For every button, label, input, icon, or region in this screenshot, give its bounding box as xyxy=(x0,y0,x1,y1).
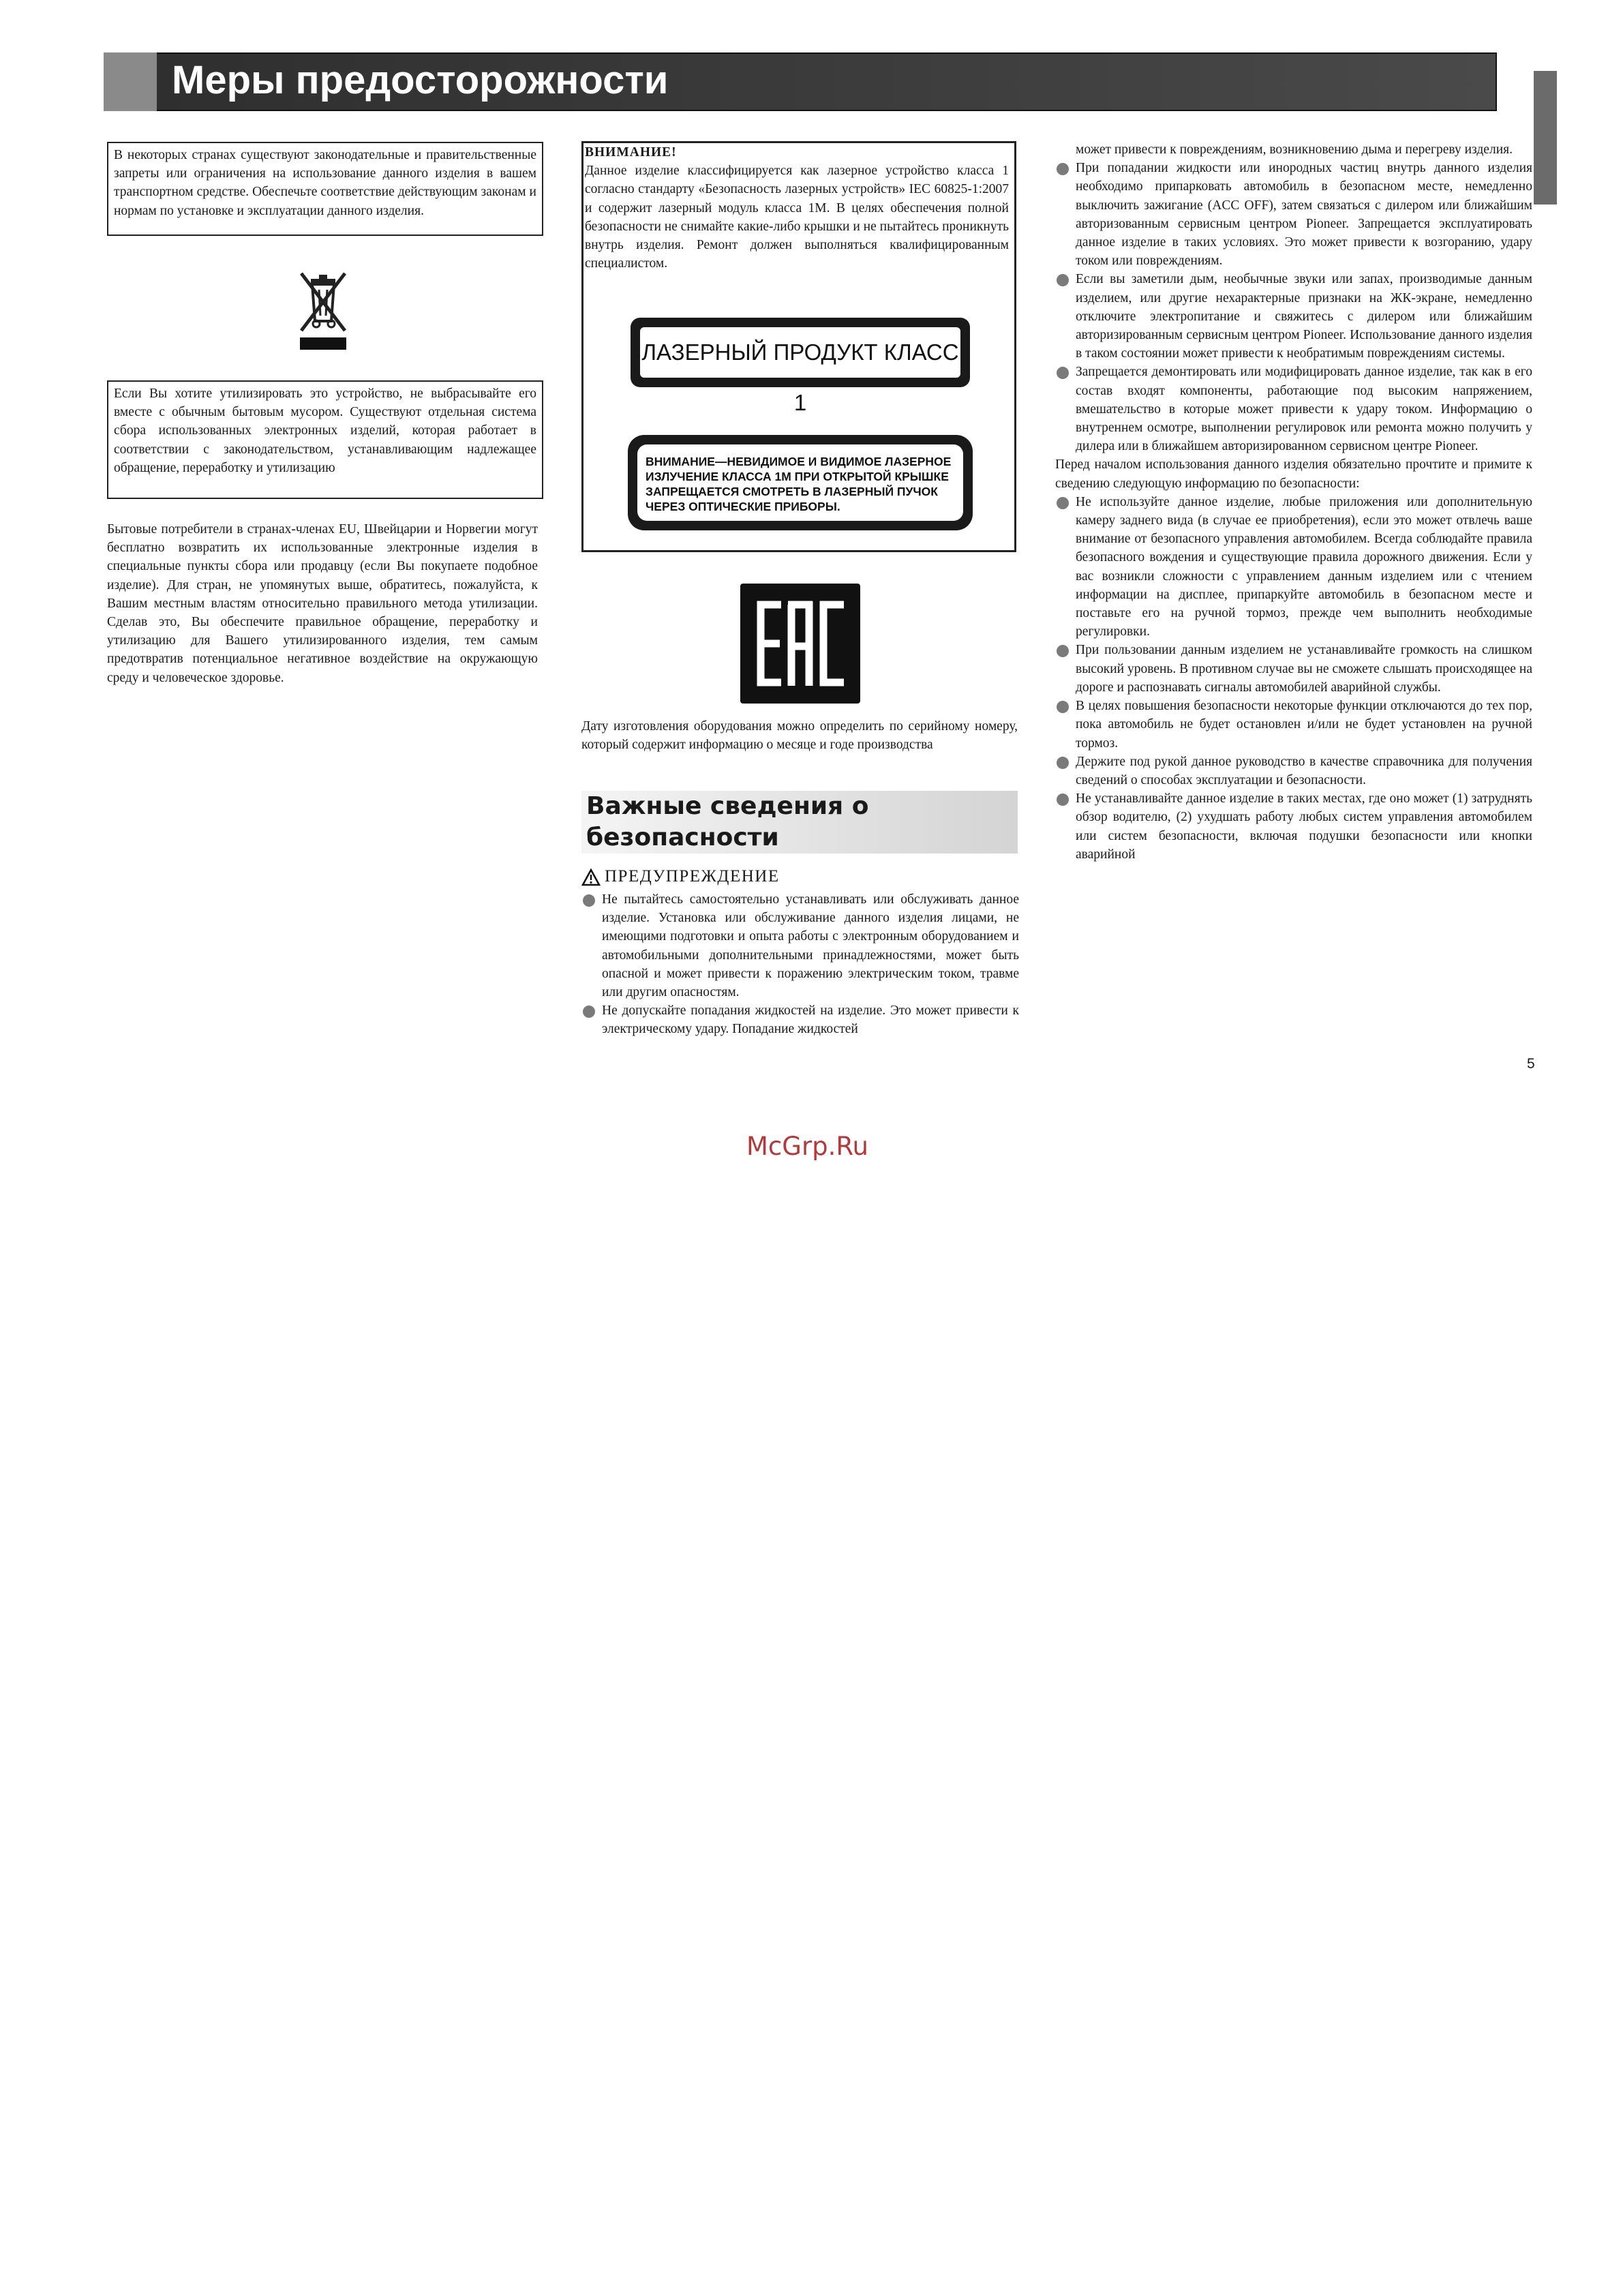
bullet-dot-icon xyxy=(1057,794,1069,806)
list-item: Не допускайте попадания жидкостей на изделие. Это может привести к электрическому удару. Попадание жидкостей xyxy=(581,1001,1019,1038)
recycle-notice-box xyxy=(107,380,543,499)
safety-section-heading xyxy=(586,791,868,854)
caution-list xyxy=(581,890,1019,1039)
laser-warning-content xyxy=(585,143,1009,273)
safety-heading-line: безопасности xyxy=(586,824,779,851)
recycle-notice-text: Если Вы хотите утилизировать это устройство, не выбрасывайте его вместе с обычным бытовым мусором. Существуют отдельная система сбора использованных электронных изделий, которая работает в соответствии с законодательством, устанавливающим надлежащее обращение, переработку и утилизацию xyxy=(114,387,536,475)
safety-intro-text: Перед началом использования данного изделия обязательно прочтите и примите к сведению следующую информацию по безопасности: xyxy=(1055,457,1532,491)
laser-caution-line: ЗАПРЕЩАЕТСЯ СМОТРЕТЬ В ЛАЗЕРНЫЙ ПУЧОК xyxy=(646,485,938,498)
list-item: При пользовании данным изделием не устанавливайте громкость на слишком высокий уровень. В противном случае вы не сможете слышать происходящее на дороге и распознавать сигналы автомобилей аварийной службы. xyxy=(1055,641,1532,697)
list-item: Запрещается демонтировать или модифицировать данное изделие, так как в его состав входят компоненты, работающие под высоким напряжением, вмешательство в которые может привести к удару током. Информацию о внутреннем осмотре, выполнении регулировок или ремонта можно получить у дилера или в ближайшем авторизированном сервисном центре Pioneer. xyxy=(1055,363,1532,455)
bullet-dot-icon xyxy=(1057,757,1069,769)
right-column-text xyxy=(1055,140,1532,864)
consumer-disposal-text xyxy=(107,520,538,687)
bullet-dot-icon xyxy=(583,894,595,907)
section-tab-marker xyxy=(1534,71,1557,205)
bullet-dot-icon xyxy=(1057,645,1069,657)
laser-caution-line: ЧЕРЕЗ ОПТИЧЕСКИЕ ПРИБОРЫ. xyxy=(646,500,840,513)
bullet-dot-icon xyxy=(1057,274,1069,286)
list-item: Если вы заметили дым, необычные звуки или запах, производимые данным изделием, или другие нехарактерные признаки на ЖК-экране, немедленно отключите электропитание и свяжитесь с дилером или ближайшим авторизированным сервисным центром Pioneer. Использование данного изделия в таком состоянии может привести к необратимым повреждениям системы. xyxy=(1055,270,1532,363)
laser-caution-line: ИЗЛУЧЕНИЕ КЛАССА 1M ПРИ ОТКРЫТОЙ КРЫШКЕ xyxy=(646,470,949,483)
bullet-dot-icon xyxy=(1057,497,1069,509)
site-watermark[interactable]: McGrp.Ru xyxy=(746,1132,868,1161)
laser-warning-text: Данное изделие классифицируется как лазерное устройство класса 1 согласно стандарту «Безопасность лазерных устройств» IEC 60825-1:2007 и содержит лазерный модуль класса 1M. В целях обеспечения полной безопасности не снимайте какие-либо крышки и не пытайтесь проникнуть внутрь изделия. Ремонт должен выполняться квалифицированным специалистом. xyxy=(585,164,1010,271)
list-item: Держите под рукой данное руководство в качестве справочника для получения сведений о способах эксплуатации и безопасности. xyxy=(1055,753,1532,789)
consumer-disposal-paragraph: Бытовые потребители в странах-членах EU, Швейцарии и Норвегии могут бесплатно возвратить их использованные электронные изделия в специальные пункты сбора или продавцу (если Вы покупаете подобное изделие). Для стран, не упомянутых выше, обратитесь, пожалуйста, к Вашим местным властям относительно правильного метода утилизации. Сделав это, Вы обеспечите правильное обращение, переработку и утилизацию для Вашего утилизированного изделия, тем самым предотвратив потенциальное негативное воздействие на окружающую среду и человеческое здоровье. xyxy=(107,522,538,685)
header-accent-block xyxy=(104,52,157,111)
laser-caution-label-text xyxy=(637,444,963,521)
list-item: Не устанавливайте данное изделие в таких местах, где оно может (1) затруднять обзор водителю, (2) ухудшать работу любых систем управления автомобилем или систем безопасности, включая подушки безопасности или кнопки аварийной xyxy=(1055,789,1532,864)
manufacture-date-paragraph: Дату изготовления оборудования можно определить по серийному номеру, который содержит информацию о месяце и годе производства xyxy=(581,719,1018,753)
page-number: 5 xyxy=(1527,1056,1535,1072)
list-item: Не пытайтесь самостоятельно устанавливать или обслуживать данное изделие. Установка или обслуживание данного изделия лицами, не имеющими подготовки и опыта работы с электронным оборудованием и автомобильными дополнительными принадлежностями, может быть опасной и может привести к поражению электрическим током, травме или другим опасностям. xyxy=(581,890,1019,1001)
laser-warning-title: ВНИМАНИЕ! xyxy=(585,145,677,160)
caution-title: ПРЕДУПРЕЖДЕНИЕ xyxy=(605,867,780,886)
laser-caution-line: ВНИМАНИЕ—НЕВИДИМОЕ И ВИДИМОЕ ЛАЗЕРНОЕ xyxy=(646,455,952,468)
legal-notice-box xyxy=(107,142,543,236)
bullet-dot-icon xyxy=(1057,367,1069,379)
bullet-dot-icon xyxy=(1057,163,1069,175)
legal-notice-text: В некоторых странах существуют законодательные и правительственные запреты или ограничения на использование данного изделия в вашем транспортном средстве. Обеспечьте соответствие действующим законам и нормам по установке и эксплуатации данного изделия. xyxy=(114,148,536,218)
eac-logo-icon xyxy=(740,584,860,704)
bullet-dot-icon xyxy=(1057,701,1069,713)
eac-mark-text: EAC xyxy=(800,699,802,700)
weee-crossed-bin-icon xyxy=(296,269,350,351)
bullet-dot-icon xyxy=(583,1006,595,1018)
list-item: В целях повышения безопасности некоторые функции отключаются до тех пор, пока автомобиль не будет остановлен и/или не будет установлен на ручной тормоз. xyxy=(1055,697,1532,753)
manufacture-date-text xyxy=(581,717,1018,754)
page-title: Меры предосторожности xyxy=(172,58,669,102)
safety-heading-line: Важные сведения о xyxy=(586,792,869,820)
list-item: Не используйте данное изделие, любые приложения или дополнительную камеру заднего вида (в случае ее приобретения), если это может отвлечь ваше внимание от безопасного управления автомобилем. Всегда соблюдайте правила безопасного вождения и существующие правила дорожного движения. Если у вас возникли сложности с управлением данным изделием или с чтением информации на дисплее, припаркуйте автомобиль в безопасном месте и поставьте его на ручной тормоз, прежде чем выполнить необходимые регулировки. xyxy=(1055,493,1532,641)
laser-class-label-text: ЛАЗЕРНЫЙ ПРОДУКТ КЛАСС 1 xyxy=(640,327,960,378)
list-item: При попадании жидкости или инородных частиц внутрь данного изделия необходимо припарковать автомобиль в безопасном месте, немедленно выключить зажигание (ACC OFF), затем связаться с дилером или ближайшим авторизованным сервисным центром Pioneer. Запрещается эксплуатировать данное изделие в таких условиях. Это может привести к возгоранию, удару током или повреждениям. xyxy=(1055,159,1532,270)
continuation-text: может привести к повреждениям, возникновению дыма и перегреву изделия. xyxy=(1076,142,1513,157)
